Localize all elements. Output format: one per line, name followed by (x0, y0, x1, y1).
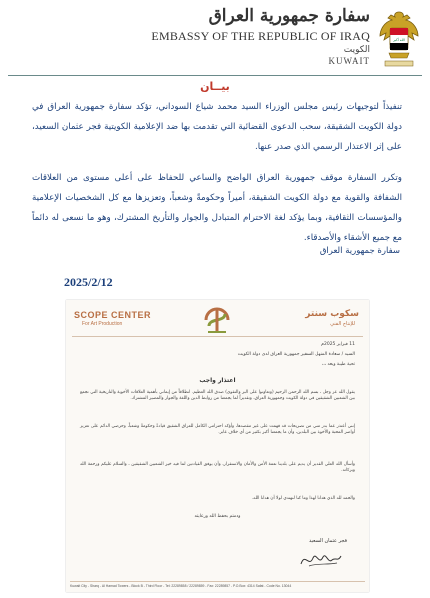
embassy-name-arabic: سفارة جمهورية العراق (208, 6, 370, 26)
statement-title: بيــان (200, 80, 230, 93)
letter-closing: ودمتم بحفظ الله ورعايته (194, 514, 241, 519)
statement-signoff: سفارة جمهورية العراق (319, 246, 400, 256)
letter-recipient: السيد / سعادة المنهل السفير جمهورية العراق لدى دولة الكويت (237, 352, 355, 357)
letter-signer-name: فجر عثمان السعيد (308, 538, 347, 544)
letter-brand-english: SCOPE CENTER (74, 310, 152, 320)
location-english: KUWAIT (328, 56, 370, 66)
statement-date: 2025/2/12 (64, 275, 113, 289)
letterhead (0, 0, 430, 80)
letter-paragraph-1: يقول الله عز وجل ، بسم الله الرحمن الرحيم (وتعاونوا على البر والتقوى) صدق الله العظيم. انطلاقاً من إيماني بأهمية العلاقات الأخوية والتاريخية التي تجمع بين الشعبين الشقيقين في دولة الكويت وجمهورية العراق، وتقديراً لما يجمعنا من روابط الدين واللغة والجوار والمصير المشترك. (80, 390, 355, 402)
header-divider (8, 75, 422, 76)
letter-subtitle-english: For Art Production (82, 321, 123, 327)
location-arabic: الكويت (343, 45, 370, 55)
letter-header-rule (72, 336, 363, 337)
letter-salutation: تحية طيبة وبعد ،،، (321, 362, 355, 367)
letter-brand-arabic: سكوب سنتر (305, 309, 359, 319)
iraq-eagle-emblem-icon (376, 6, 422, 76)
apology-letter-image (66, 300, 369, 592)
scope-center-logo-icon (200, 304, 234, 336)
statement-paragraph-1: تنفيذاً لتوجيهات رئيس مجلس الوزراء السيد محمد شياع السوداني، تؤكد سفارة جمهورية العراق في دولة الكويت الشقيقة، سحب الدعوى القضائية التي تقدمت بها ضد الإعلامية الكويتية فجر عثمان السعيد، على إثر الاعتذار الرسمي الذي صدر عنها. (32, 102, 402, 152)
letter-footer: Kuwait City - Sharq - Al Hamad Towers - Block B - Third Floor - Tel: 22289858 / 22289859 - Fax: 22289857 - P.O.Box: 4314 Safat - Code No. 13044 (70, 581, 365, 591)
letter-subtitle-arabic: للإنتاج الفني (330, 321, 355, 327)
embassy-name-english: EMBASSY OF THE REPUBLIC OF IRAQ (151, 29, 370, 43)
letter-paragraph-4: والحمد لله الذي هدانا لهذا وما كنا لنهتدي لولا أن هدانا الله. (251, 496, 355, 501)
statement-paragraph-2: وتكرر السفارة موقف جمهورية العراق الواضح والساعي للحفاظ على أعلى مستوى من العلاقات الشفافة والقوية مع دولة الكويت الشقيقة، أميراً وحكومةً وشعباً، وتعزيزها مع كل الشخصيات الإعلامية والمؤسسات الثقافية، وبما يؤكد لغة الاحترام المتبادل والجوار والتأريخ المشترك، وهو ما نسعى له دائماً مع جميع الأشقاء والأصدقاء. (32, 173, 402, 243)
handwritten-signature-icon (297, 548, 345, 570)
letter-date: 11 فبراير 2025م (321, 342, 355, 347)
letter-paragraph-2: إنني أعتذر عما بدر مني من تصريحات قد فهمت على غير مقصدها، وأؤكد احترامي الكامل للعراق الشقيق قيادةً وحكومةً وشعباً، وحرصي الدائم على تعزيز أواصر المحبة والأخوة بين البلدين، وأن ما يجمعنا أكبر بكثير من أي خلاف عابر. (80, 424, 355, 436)
svg-text:الله أكبر: الله أكبر (393, 38, 405, 42)
letter-heading: اعتذار واجب (199, 377, 236, 384)
letter-paragraph-3: وأسأل الله العلي القدير أن يديم على بلدينا نعمة الأمن والأمان والاستقرار، وأن يوفق القيادتين لما فيه خير الشعبين الشقيقين ، والسلام عليكم ورحمة الله وبركاته. (80, 462, 355, 474)
